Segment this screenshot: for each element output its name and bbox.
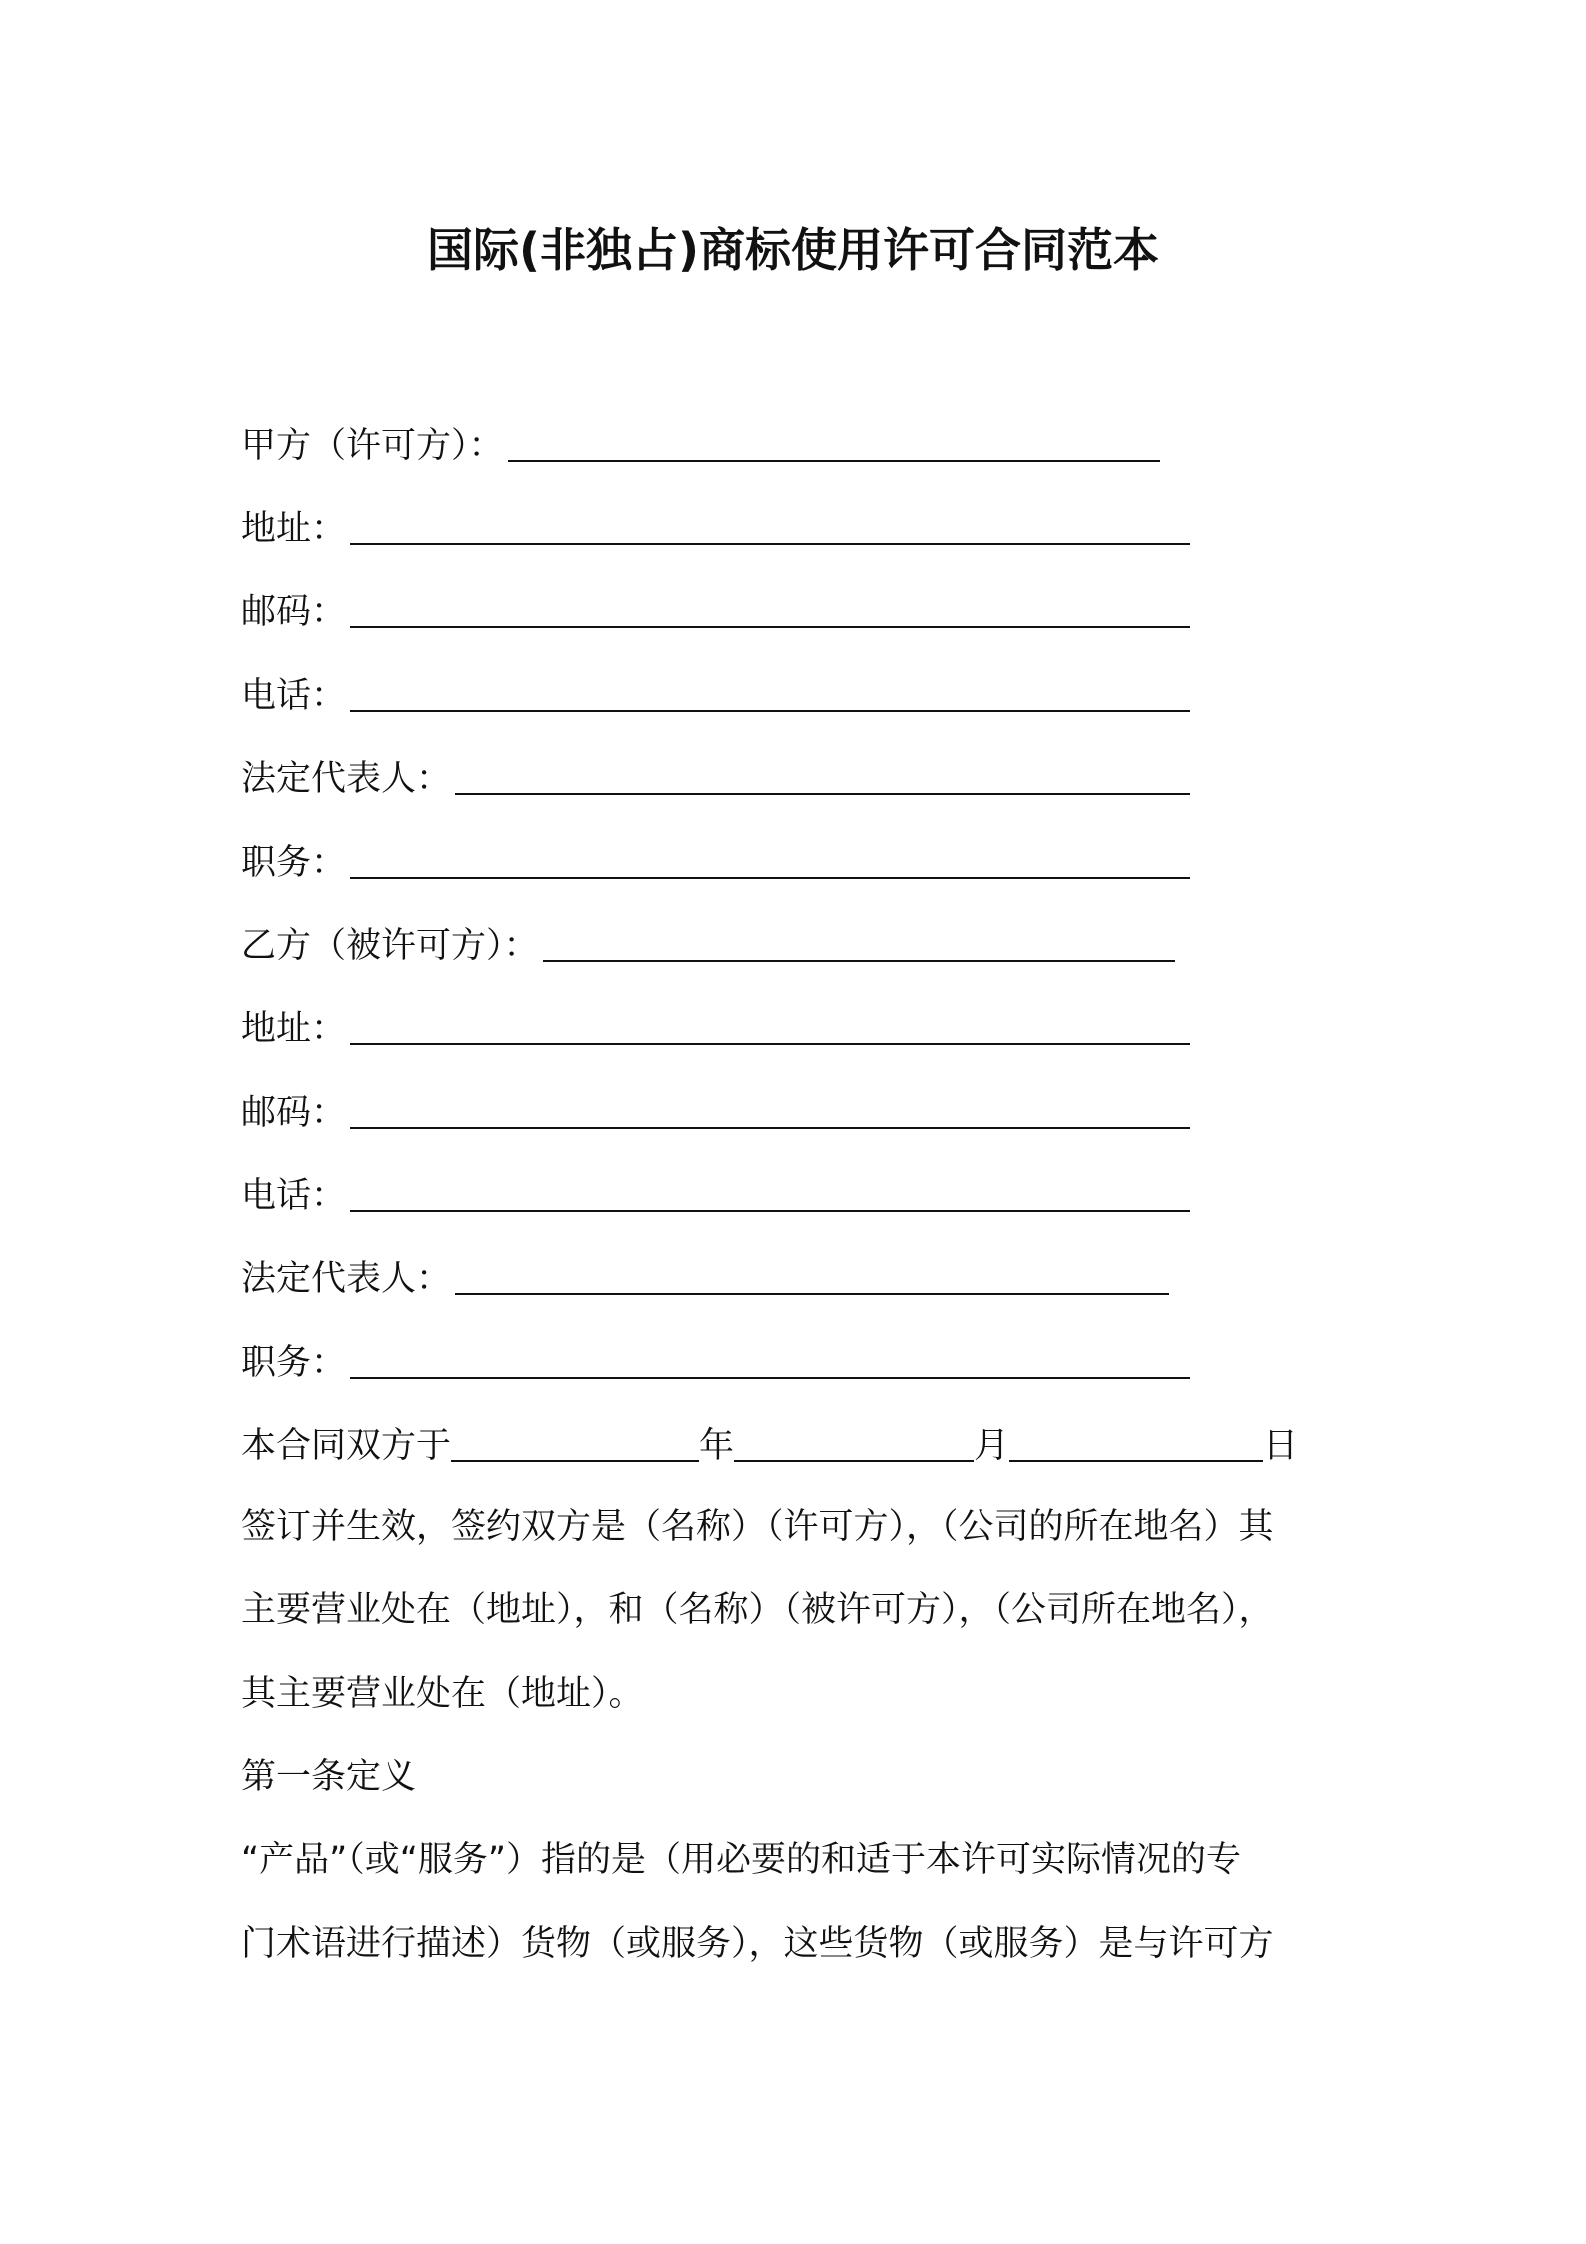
party-a-address-blank[interactable] <box>350 507 1190 545</box>
party-a-position-field <box>241 830 1190 890</box>
party-b-address-field <box>241 996 1190 1056</box>
party-a-position-label: 职务： <box>241 843 347 883</box>
signing-day-blank[interactable] <box>1009 1424 1263 1462</box>
party-b-postcode-label: 邮码： <box>241 1093 347 1133</box>
party-b-legal-rep-field <box>241 1246 1169 1306</box>
party-b-phone-blank[interactable] <box>350 1174 1190 1212</box>
signing-year-blank[interactable] <box>451 1424 699 1462</box>
document-title: 国际(非独占)商标使用许可合同范本 <box>426 223 1160 277</box>
party-b-address-label: 地址： <box>241 1009 347 1049</box>
party-b-postcode-blank[interactable] <box>350 1091 1190 1129</box>
party-a-phone-blank[interactable] <box>350 674 1190 712</box>
party-b-position-label: 职务： <box>241 1343 347 1383</box>
party-b-legal-rep-label: 法定代表人： <box>241 1259 452 1299</box>
party-b-postcode-field <box>241 1080 1190 1140</box>
party-b-legal-rep-blank[interactable] <box>455 1257 1169 1295</box>
party-a-postcode-blank[interactable] <box>350 590 1190 628</box>
party-a-postcode-label: 邮码： <box>241 592 347 632</box>
signing-month-label: 月 <box>974 1426 1010 1466</box>
party-b-name-field <box>241 913 1175 973</box>
party-b-position-blank[interactable] <box>350 1341 1190 1379</box>
signing-date-line <box>241 1413 1353 1473</box>
article-1-line-2: 门术语进行描述）货物（或服务），这些货物（或服务）是与许可方 <box>241 1924 1274 1964</box>
signing-line-4: 其主要营业处在（地址）。 <box>241 1674 644 1714</box>
party-a-position-blank[interactable] <box>350 841 1190 879</box>
party-a-phone-label: 电话： <box>241 676 347 716</box>
signing-line-3: 主要营业处在（地址），和（名称）（被许可方），（公司所在地名）， <box>241 1590 1274 1630</box>
party-a-name-field <box>241 413 1160 473</box>
signing-month-blank[interactable] <box>734 1424 974 1462</box>
party-a-legal-rep-label: 法定代表人： <box>241 759 452 799</box>
party-a-legal-rep-field <box>241 746 1190 806</box>
signing-prefix: 本合同双方于 <box>241 1426 452 1466</box>
party-b-phone-field <box>241 1163 1190 1223</box>
article-1-line-1: “产品”（或“服务”）指的是（用必要的和适于本许可实际情况的专 <box>241 1840 1242 1880</box>
party-b-name-label: 乙方（被许可方）： <box>241 926 539 966</box>
signing-line-2: 签订并生效，签约双方是（名称）（许可方），（公司的所在地名）其 <box>241 1507 1274 1547</box>
party-b-name-blank[interactable] <box>543 924 1175 962</box>
signing-year-label: 年 <box>699 1426 735 1466</box>
party-b-phone-label: 电话： <box>241 1176 347 1216</box>
party-a-address-field <box>241 496 1190 556</box>
party-b-position-field <box>241 1330 1190 1390</box>
party-a-phone-field <box>241 663 1190 723</box>
party-b-address-blank[interactable] <box>350 1007 1190 1045</box>
article-1-heading: 第一条定义 <box>241 1757 417 1797</box>
party-a-legal-rep-blank[interactable] <box>455 757 1190 795</box>
party-a-name-blank[interactable] <box>508 424 1160 462</box>
signing-day-label: 日 <box>1263 1426 1299 1466</box>
party-a-address-label: 地址： <box>241 509 347 549</box>
party-a-postcode-field <box>241 579 1190 639</box>
party-a-name-label: 甲方（许可方）： <box>241 426 504 466</box>
